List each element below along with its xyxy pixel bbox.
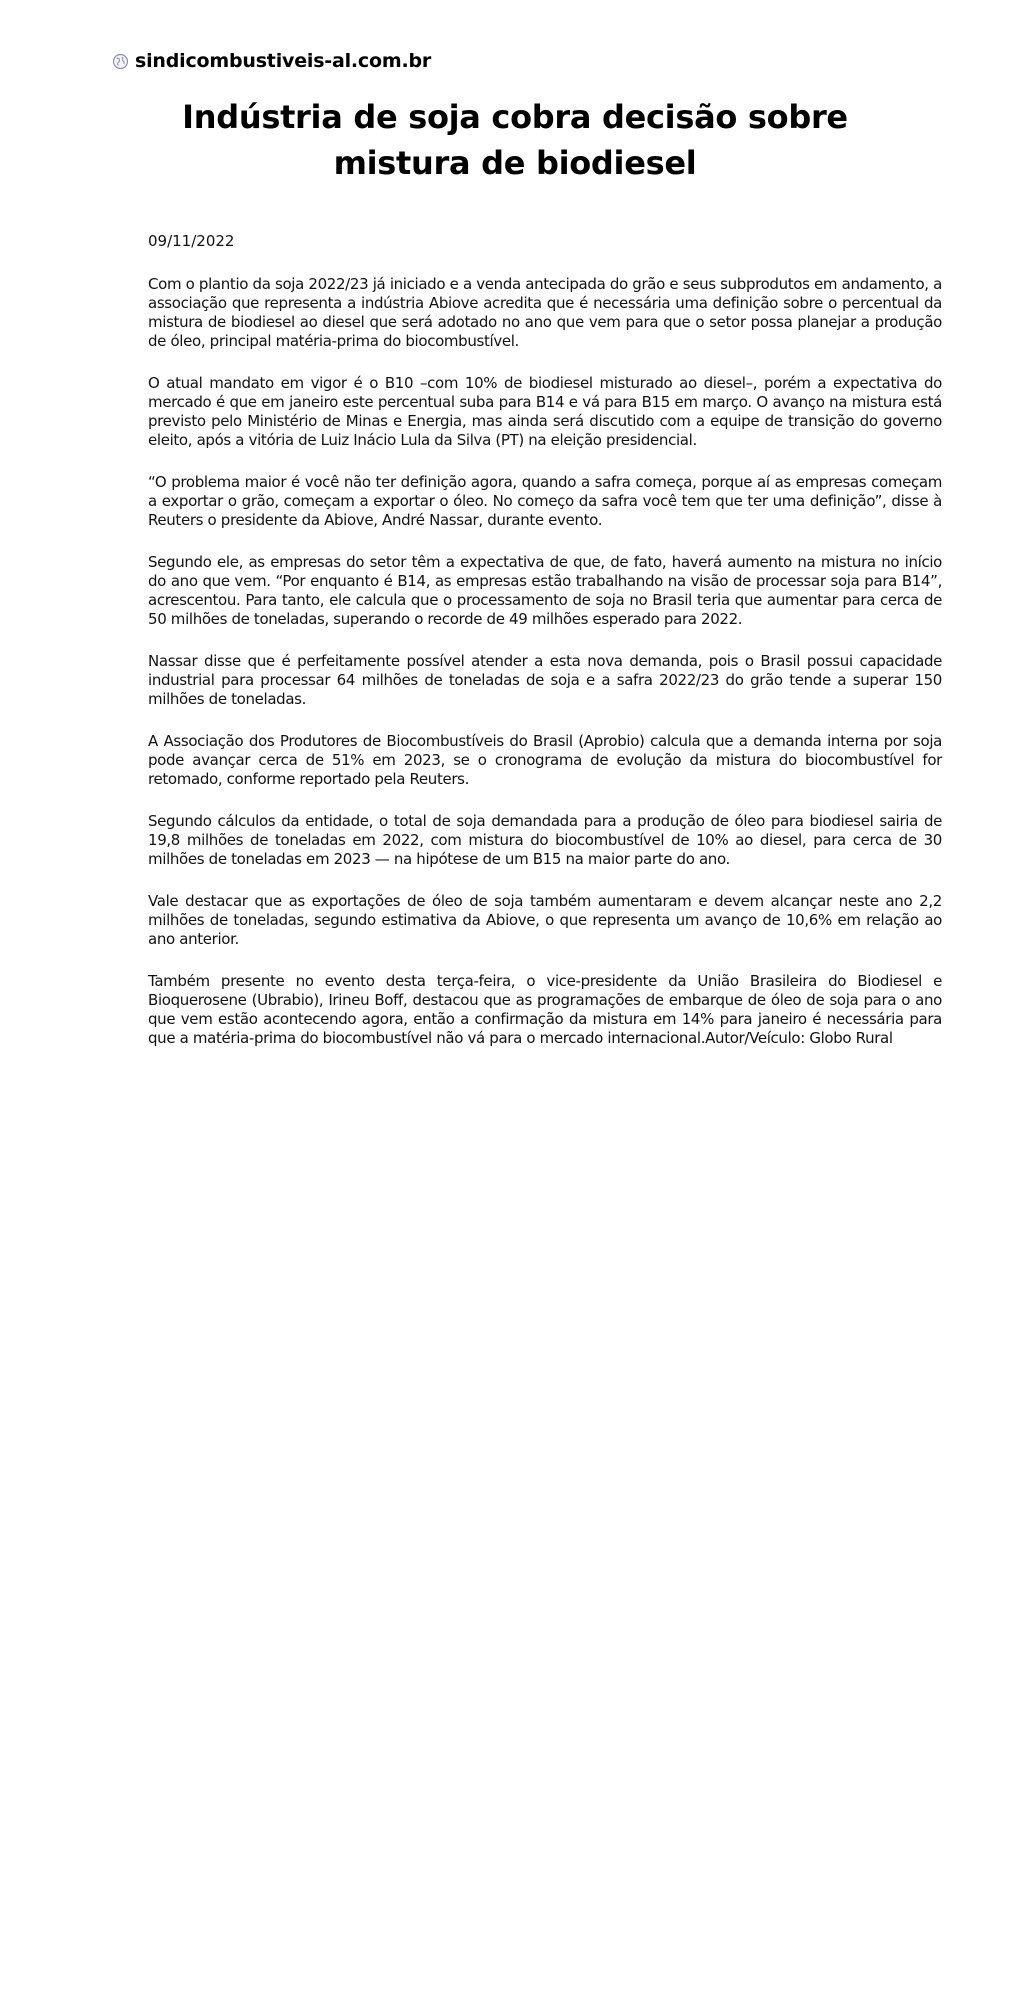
- article-body: [148, 275, 942, 1071]
- article-paragraph: O atual mandato em vigor é o B10 –com 10% de biodiesel misturado ao diesel–, porém a expectativa do mercado é que em janeiro este percentual suba para B14 e vá para B15 em março. O avanço na mistura está previsto pelo Ministério de Minas e Energia, mas ainda será discutido com a equipe de transição do governo eleito, após a vitória de Luiz Inácio Lula da Silva (PT) na eleição presidencial.: [148, 374, 942, 449]
- article-date: 09/11/2022: [148, 232, 235, 250]
- site-name: sindicombustiveis-al.com.br: [135, 50, 432, 72]
- article-paragraph: Segundo ele, as empresas do setor têm a expectativa de que, de fato, haverá aumento na mistura no início do ano que vem. “Por enquanto é B14, as empresas estão trabalhando na visão de processar soja para B14”, acrescentou. Para tanto, ele calcula que o processamento de soja no Brasil teria que aumentar para cerca de 50 milhões de toneladas, superando o recorde de 49 milhões esperado para 2022.: [148, 553, 942, 628]
- article-paragraph: Com o plantio da soja 2022/23 já iniciado e a venda antecipada do grão e seus subprodutos em andamento, a associação que representa a indústria Abiove acredita que é necessária uma definição sobre o percentual da mistura de biodiesel ao diesel que será adotado no ano que vem para que o setor possa planejar a produção de óleo, principal matéria-prima do biocombustível.: [148, 275, 942, 350]
- article-paragraph: Vale destacar que as exportações de óleo de soja também aumentaram e devem alcançar neste ano 2,2 milhões de toneladas, segundo estimativa da Abiove, o que representa um avanço de 10,6% em relação ao ano anterior.: [148, 892, 942, 948]
- article-title: Indústria de soja cobra decisão sobre mistura de biodiesel: [182, 98, 848, 182]
- article-paragraph: A Associação dos Produtores de Biocombustíveis do Brasil (Aprobio) calcula que a demanda interna por soja pode avançar cerca de 51% em 2023, se o cronograma de evolução da mistura do biocombustível for retomado, conforme reportado pela Reuters.: [148, 732, 942, 788]
- article-paragraph: Nassar disse que é perfeitamente possível atender a esta nova demanda, pois o Brasil possui capacidade industrial para processar 64 milhões de toneladas de soja e a safra 2022/23 do grão tende a superar 150 milhões de toneladas.: [148, 652, 942, 708]
- article-paragraph: Também presente no evento desta terça-feira, o vice-presidente da União Brasileira do Biodiesel e Bioquerosene (Ubrabio), Irineu Boff, destacou que as programações de embarque de óleo de soja para o ano que vem estão acontecendo agora, então a confirmação da mistura em 14% para janeiro é necessária para que a matéria-prima do biocombustível não vá para o mercado internacional.Autor/Veículo: Globo Rural: [148, 972, 942, 1047]
- article-paragraph: Segundo cálculos da entidade, o total de soja demandada para a produção de óleo para biodiesel sairia de 19,8 milhões de toneladas em 2022, com mistura do biocombustível de 10% ao diesel, para cerca de 30 milhões de toneladas em 2023 — na hipótese de um B15 na maior parte do ano.: [148, 812, 942, 868]
- site-header: [112, 50, 431, 72]
- globe-icon: [112, 53, 129, 70]
- article-paragraph: “O problema maior é você não ter definição agora, quando a safra começa, porque aí as empresas começam a exportar o grão, começam a exportar o óleo. No começo da safra você tem que ter uma definição”, disse à Reuters o presidente da Abiove, André Nassar, durante evento.: [148, 473, 942, 529]
